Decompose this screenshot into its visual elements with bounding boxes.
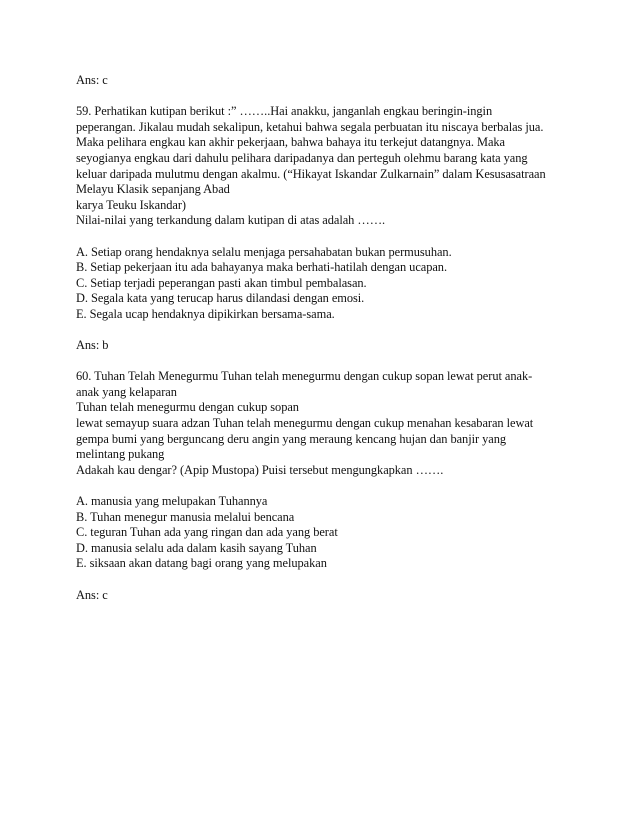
question-59-line-8: Nilai-nilai yang terkandung dalam kutipan di atas adalah ……. [76, 213, 386, 228]
spacer [76, 89, 616, 105]
question-60 [76, 369, 616, 478]
question-60-option-e: E. siksaan akan datang bagi orang yang melupakan [76, 556, 327, 571]
spacer [76, 323, 616, 339]
answer-59: Ans: b [76, 338, 109, 353]
question-60-option-a: A. manusia yang melupakan Tuhannya [76, 494, 268, 509]
document-page [76, 73, 616, 603]
spacer [76, 478, 616, 494]
answer-previous: Ans: c [76, 73, 108, 87]
question-59 [76, 104, 616, 229]
question-60-line-3: Tuhan telah menegurmu dengan cukup sopan [76, 400, 299, 415]
question-59-option-b: B. Setiap pekerjaan itu ada bahayanya maka berhati-hatilah dengan ucapan. [76, 260, 448, 275]
question-60-option-d: D. manusia selalu ada dalam kasih sayang Tuhan [76, 540, 317, 555]
question-59-line-3: Maka pelihara engkau kan akhir pekerjaan, bahwa bahaya itu terkejut datangnya. Maka [76, 135, 505, 150]
question-59-line-1: 59. Perhatikan kutipan berikut :” ……..Hai anakku, janganlah engkau beringin-ingin [76, 104, 493, 119]
question-60-option-c: C. teguran Tuhan ada yang ringan dan ada yang berat [76, 525, 338, 540]
question-59-option-a: A. Setiap orang hendaknya selalu menjaga persahabatan bukan permusuhan. [76, 244, 452, 259]
question-59-line-5: keluar daripada mulutmu dengan akalmu. (“Hikayat Iskandar Zulkarnain” dalam Kesusasatraan [76, 166, 546, 181]
question-60-line-1: 60. Tuhan Telah Menegurmu Tuhan telah menegurmu dengan cukup sopan lewat perut anak- [76, 369, 533, 384]
question-60-option-b: B. Tuhan menegur manusia melalui bencana [76, 509, 295, 524]
question-59-option-e: E. Segala ucap hendaknya dipikirkan bersama-sama. [76, 306, 335, 321]
question-60-line-6: melintang pukang [76, 447, 165, 462]
question-59-line-7: karya Teuku Iskandar) [76, 197, 187, 212]
question-60-line-4: lewat semayup suara adzan Tuhan telah menegurmu dengan cukup menahan kesabaran lewat [76, 416, 534, 431]
question-59-option-d: D. Segala kata yang terucap harus dilandasi dengan emosi. [76, 291, 365, 306]
question-59-line-6: Melayu Klasik sepanjang Abad [76, 182, 230, 197]
spacer [76, 572, 616, 588]
question-59-options [76, 245, 616, 323]
spacer [76, 229, 616, 245]
spacer [76, 354, 616, 370]
question-60-options [76, 494, 616, 572]
question-59-line-4: seyogianya engkau dari dahulu pelihara daripadanya dan perteguh olehmu barang kata yang [76, 150, 528, 165]
question-60-line-7: Adakah kau dengar? (Apip Mustopa) Puisi tersebut mengungkapkan ……. [76, 462, 444, 477]
question-59-line-2: peperangan. Jikalau mudah sekalipun, ketahui bahwa segala perbuatan itu niscaya berbalas jua. [76, 119, 544, 134]
question-60-line-2: anak yang kelaparan [76, 384, 177, 399]
answer-60: Ans: c [76, 587, 108, 602]
question-59-option-c: C. Setiap terjadi peperangan pasti akan timbul pembalasan. [76, 275, 367, 290]
question-60-line-5: gempa bumi yang berguncang deru angin yang meraung kencang hujan dan banjir yang [76, 431, 506, 446]
